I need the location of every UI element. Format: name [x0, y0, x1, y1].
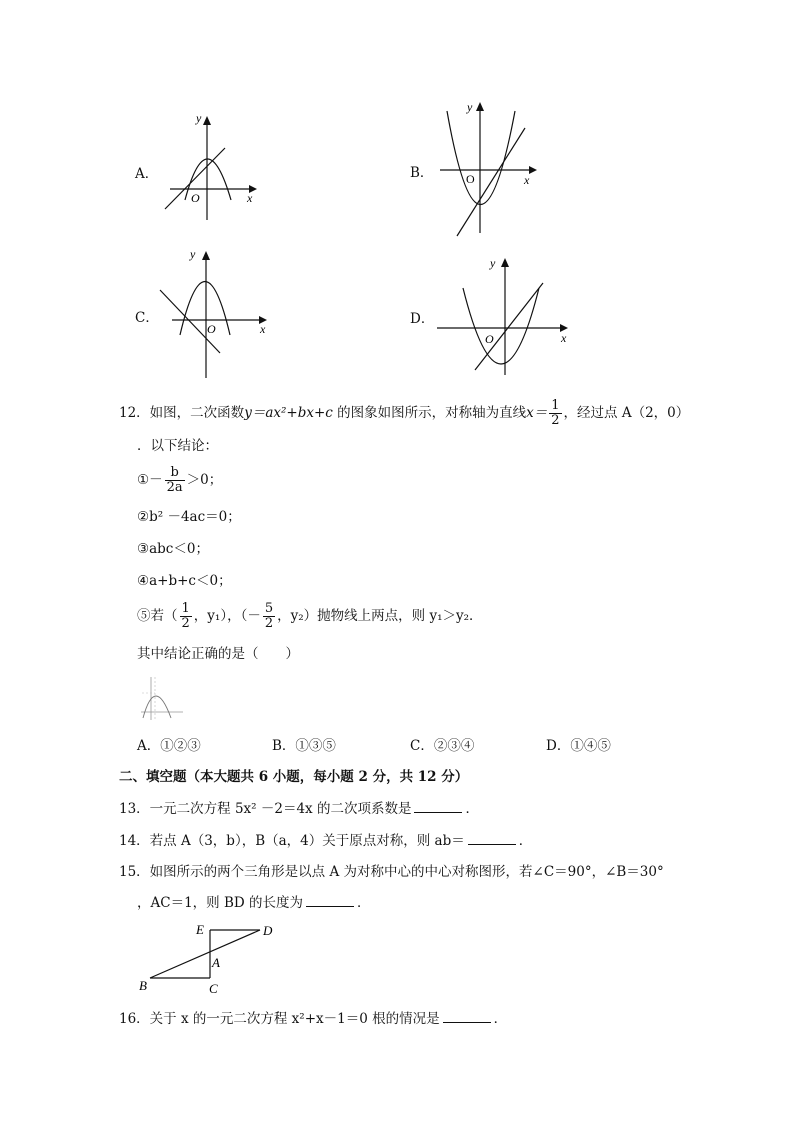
q12-axis-den: 2 [551, 413, 560, 428]
q12-choice-d[interactable]: D．①④⑤ [546, 738, 611, 754]
q12-choice-a[interactable]: A．①②③ [137, 738, 201, 754]
q12-c5-pre: ⑤若（ [137, 608, 178, 624]
q12-axis-var: x＝ [526, 405, 548, 421]
q15-answer-blank[interactable] [306, 894, 354, 907]
q12-mid: 的图象如图所示，对称轴为直线 [332, 405, 527, 421]
q12-stem-line1 [119, 399, 689, 428]
option-c-label: C． [135, 310, 159, 326]
option-c-origin-label: O [207, 322, 216, 336]
q15-figure [130, 918, 290, 998]
option-c-x-label: x [260, 322, 266, 336]
q16-text: 16．关于 x 的一元二次方程 x²+x－1＝0 根的情况是 [119, 1011, 440, 1027]
q12-c1-den: 2a [166, 480, 183, 495]
option-c-y-label: y [190, 247, 196, 261]
q15-line2-text: ，AC＝1，则 BD 的长度为 [137, 895, 303, 911]
q16 [119, 1010, 507, 1028]
q12-c5-mid: ，y₁），（－ [193, 608, 261, 624]
q14-answer-blank[interactable] [468, 832, 516, 845]
option-d-origin-label: O [485, 332, 494, 346]
q12-c5-fraction2 [263, 602, 275, 631]
q14-end: ． [518, 833, 533, 849]
q12-prompt: 其中结论正确的是（ ） [137, 646, 299, 662]
q12-lead: 12．如图，二次函数 [119, 405, 245, 421]
option-b-graph [405, 98, 555, 240]
q12-axis-fraction [549, 399, 561, 428]
q12-c5-den2: 2 [264, 616, 274, 631]
q12-axis-num: 1 [551, 398, 560, 413]
option-a-y-label: y [196, 111, 202, 125]
q12-c5-num2: 5 [264, 601, 274, 616]
q12-conclusion-1 [137, 466, 222, 495]
option-d-y-label: y [490, 256, 496, 270]
q16-answer-blank[interactable] [443, 1010, 491, 1023]
q12-conclusion-2: ②b² －4ac＝0； [137, 509, 241, 525]
option-b-origin-label: O [466, 172, 475, 186]
q12-c1-post: ＞0； [186, 472, 223, 488]
q13-end: ． [465, 801, 479, 817]
q12-func: y＝ax²+bx+c [244, 405, 333, 421]
option-d-graph [405, 250, 575, 380]
q12-c1-fraction [165, 466, 185, 495]
section-2-heading: 二、填空题（本大题共 6 小题，每小题 2 分，共 12 分） [119, 769, 469, 785]
option-c-plot [130, 243, 280, 383]
q15-label-c: C [209, 981, 218, 996]
q15-label-d: D [263, 923, 273, 938]
q12-c1-pre: ①－ [137, 472, 163, 488]
q12-tail: ，经过点 A（2，0） [563, 405, 690, 421]
option-d-x-label: x [561, 331, 567, 345]
option-a-plot [130, 108, 280, 228]
q15-label-b: B [139, 978, 147, 993]
option-a-origin-label: O [191, 191, 200, 205]
q15-end: ． [357, 895, 371, 911]
option-a-graph [130, 108, 280, 228]
q12-c5-num1: 1 [181, 601, 190, 616]
q15-line1: 15．如图所示的两个三角形是以点 A 为对称中心的中心对称图形，若∠C＝90°，∠B＝30° [119, 864, 664, 880]
option-b-plot [405, 98, 555, 240]
q15-label-e: E [196, 922, 204, 937]
q15-label-a: A [212, 955, 220, 970]
option-b-label: B． [410, 165, 434, 181]
q12-c5-fraction1 [180, 602, 192, 631]
option-c-graph [130, 243, 280, 383]
q13-text: 13．一元二次方程 5x² －2＝4x 的二次项系数是 [119, 801, 412, 817]
q12-c5-post: ，y₂）抛物线上两点，则 y₁＞y₂． [277, 608, 483, 624]
q12-choice-b[interactable]: B．①③⑤ [272, 738, 336, 754]
option-b-y-label: y [467, 100, 473, 114]
q15-line2 [137, 894, 371, 912]
q14 [119, 832, 532, 850]
q12-c1-num: b [165, 466, 185, 481]
q16-end: ． [493, 1011, 508, 1027]
q12-c5-den1: 2 [181, 616, 190, 631]
q12-choice-c[interactable]: C．②③④ [410, 738, 475, 754]
q13 [119, 800, 479, 818]
option-d-label: D． [410, 311, 435, 327]
q13-answer-blank[interactable] [414, 800, 462, 813]
option-b-x-label: x [524, 173, 530, 187]
option-a-x-label: x [247, 191, 253, 205]
q14-text: 14．若点 A（3，b），B（a，4）关于原点对称，则 ab＝ [119, 833, 465, 849]
option-d-plot [405, 250, 575, 380]
q12-conclusion-3: ③abc＜0； [137, 541, 209, 557]
q12-line2: ．以下结论： [137, 438, 218, 454]
q12-small-figure [137, 672, 187, 722]
q12-conclusion-5 [137, 602, 483, 631]
option-a-label: A． [135, 166, 159, 182]
q12-conclusion-4: ④a+b+c＜0； [137, 573, 232, 589]
